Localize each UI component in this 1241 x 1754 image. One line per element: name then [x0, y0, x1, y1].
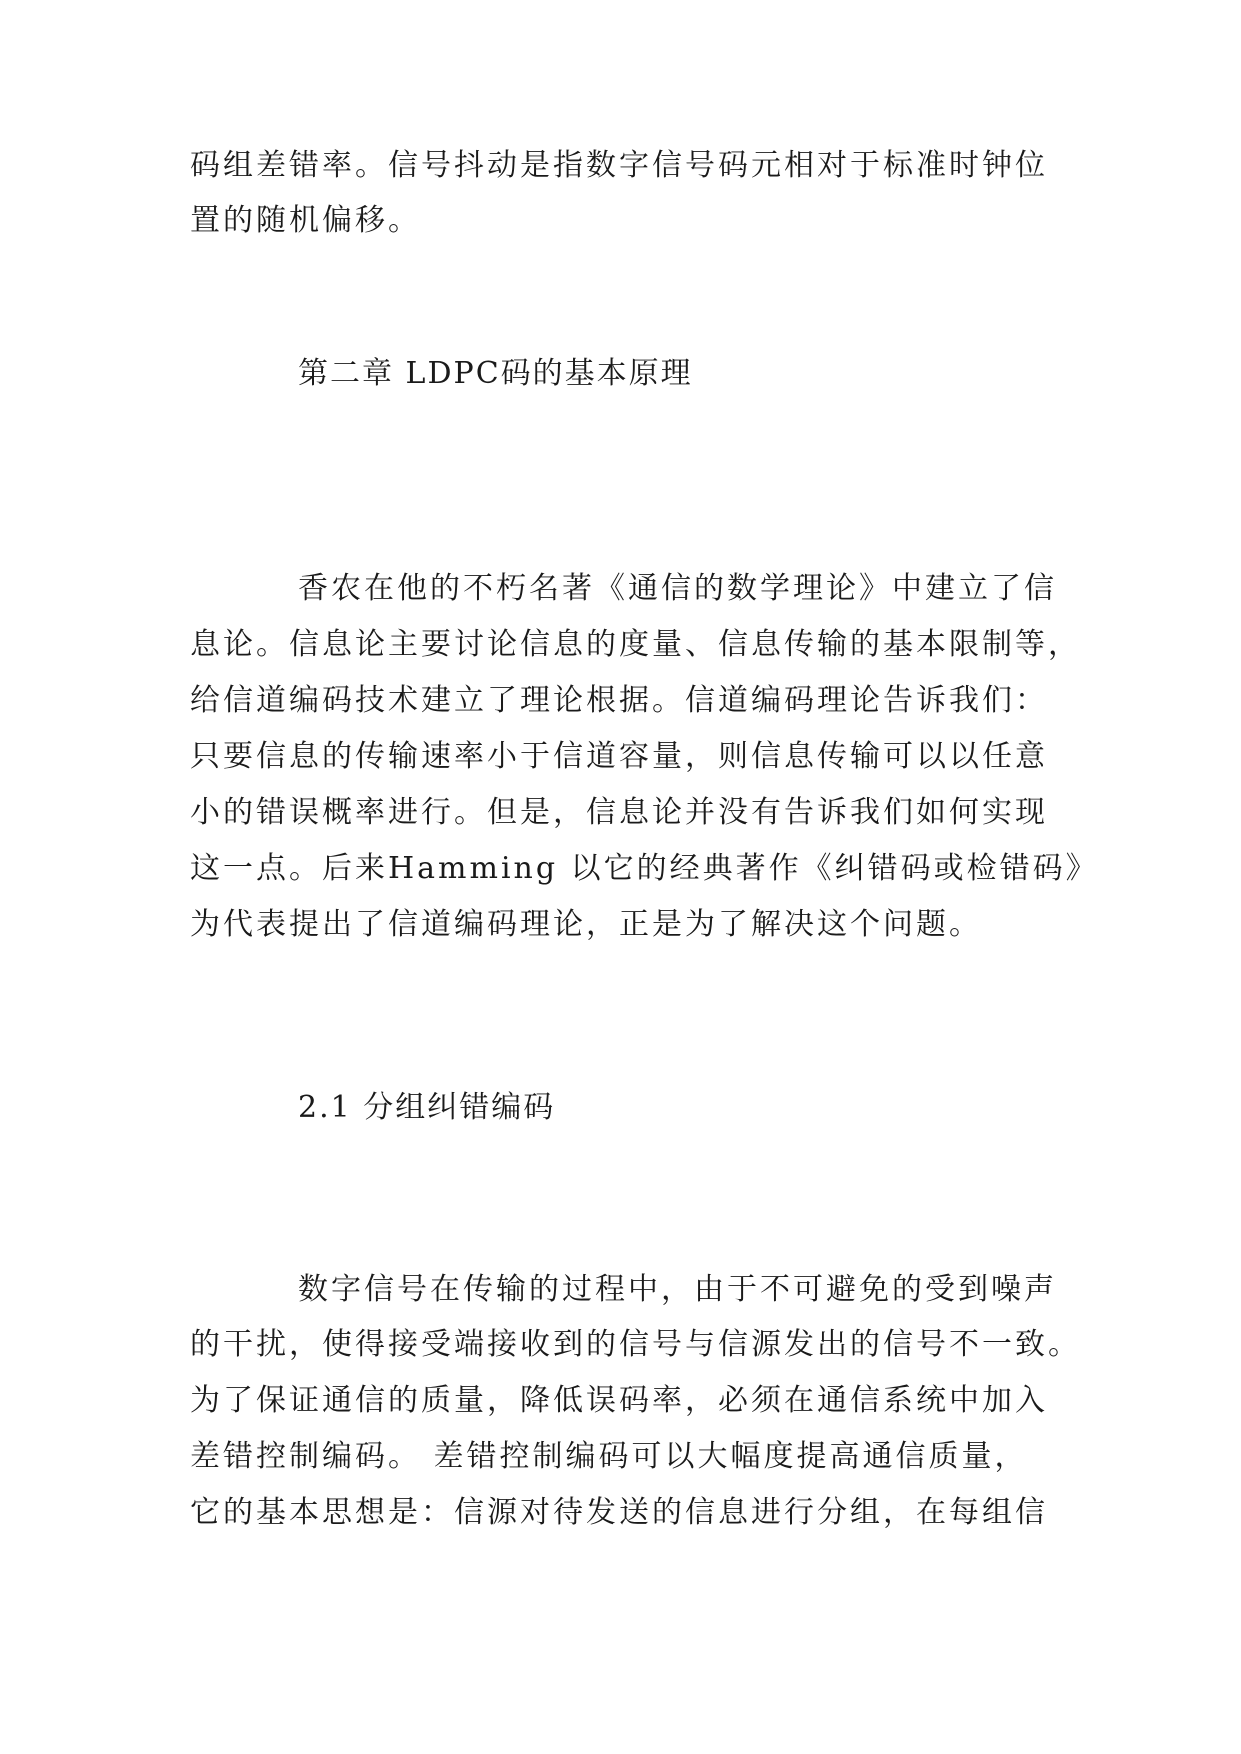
paragraph-line: 码组差错率。信号抖动是指数字信号码元相对于标准时钟位 [190, 148, 1048, 183]
paragraph-line: 这一点。后来Hamming 以它的经典著作《纠错码或检错码》 [190, 851, 1099, 886]
paragraph-line: 它的基本思想是：信源对待发送的信息进行分组，在每组信 [190, 1495, 1048, 1530]
chapter-heading: 第二章 LDPC码的基本原理 [298, 356, 693, 391]
paragraph-line: 给信道编码技术建立了理论根据。信道编码理论告诉我们： [190, 683, 1048, 718]
paragraph-line: 的干扰，使得接受端接收到的信号与信源发出的信号不一致。 [190, 1327, 1081, 1362]
paragraph-line: 息论。信息论主要讨论信息的度量、信息传输的基本限制等， [190, 627, 1081, 662]
paragraph-line: 香农在他的不朽名著《通信的数学理论》中建立了信 [298, 571, 1057, 606]
paragraph-line: 为代表提出了信道编码理论，正是为了解决这个问题。 [190, 907, 982, 942]
paragraph-line: 只要信息的传输速率小于信道容量，则信息传输可以以任意 [190, 739, 1048, 774]
paragraph-line: 置的随机偏移。 [190, 203, 421, 238]
paragraph-line: 数字信号在传输的过程中，由于不可避免的受到噪声 [298, 1272, 1057, 1307]
paragraph-line: 小的错误概率进行。但是，信息论并没有告诉我们如何实现 [190, 795, 1048, 830]
paragraph-line: 差错控制编码。 差错控制编码可以大幅度提高通信质量， [190, 1439, 1028, 1474]
section-heading: 2.1 分组纠错编码 [298, 1090, 556, 1125]
paragraph-line: 为了保证通信的质量，降低误码率，必须在通信系统中加入 [190, 1383, 1048, 1418]
